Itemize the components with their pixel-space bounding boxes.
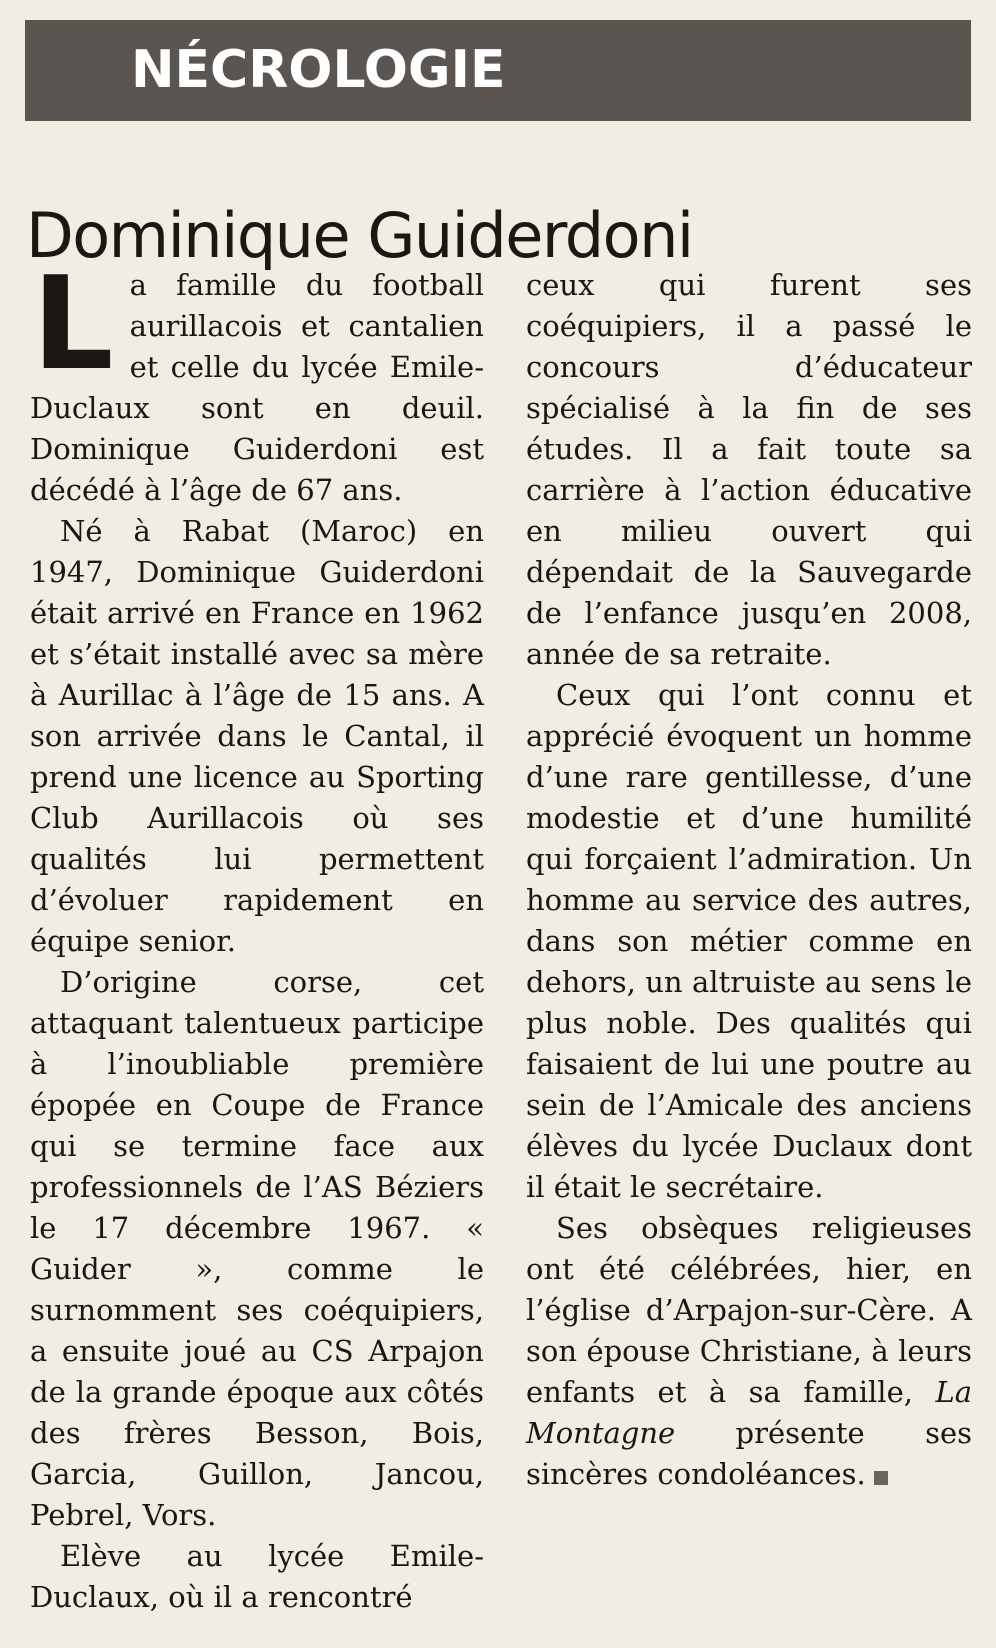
article-paragraph-6: Ceux qui l’ont connu et apprécié évoquent un homme d’une rare gentillesse, d’une modestie et d’une humilité qui forçaient l’admiration. Un homme au service des autres, dans son métier comme en dehors, un altruiste au sens le plus noble. Des qualités qui faisaient de lui une poutre au sein de l’Amicale des anciens élèves du lycée Duclaux dont il était le secrétaire.	[526, 678, 972, 1204]
article-paragraph-5: ceux qui furent ses coéquipiers, il a passé le concours d’éducateur spécialisé à la fin de ses études. Il a fait toute sa carrière à l’action éducative en milieu ouvert qui dépendait de la Sauvegarde de l’enfance jusqu’en 2008, année de sa retraite.	[526, 268, 972, 671]
article-paragraph-7	[526, 1208, 972, 1495]
article-paragraph-2: Né à Rabat (Maroc) en 1947, Dominique Guiderdoni était arrivé en France en 1962 et s’était installé avec sa mère à Aurillac à l’âge de 15 ans. A son arrivée dans le Cantal, il prend une licence au Sporting Club Aurillacois où ses qualités lui permettent d’évoluer rapidement en équipe senior.	[30, 514, 484, 958]
end-mark-icon	[874, 1471, 888, 1485]
article-paragraph-3: D’origine corse, cet attaquant talentueux participe à l’inoubliable première épopée en Coupe de France qui se termine face aux professionnels de l’AS Béziers le 17 décembre 1967. « Guider », comme le surnomment ses coéquipiers, a ensuite joué au CS Arpajon de la grande époque aux côtés des frères Besson, Bois, Garcia, Guillon, Jancou, Pebrel, Vors.	[30, 965, 484, 1532]
paragraph-text: a famille du football aurillacois et cantalien et celle du lycée Emile-Duclaux sont en deuil. Dominique Guiderdoni est décédé à l’âge de 67 ans.	[30, 268, 484, 507]
publication-name: La Montagne	[526, 1375, 972, 1450]
section-banner	[25, 20, 971, 121]
drop-cap: L	[32, 250, 114, 399]
article-title: Dominique Guiderdoni	[26, 198, 693, 272]
paragraph-text: présente ses sincères condoléances.	[526, 1416, 972, 1491]
article-column-right	[526, 265, 972, 1495]
article-paragraph-1	[30, 250, 484, 511]
article-paragraph-4: Elève au lycée Emile-Duclaux, où il a rencontré	[30, 1539, 484, 1614]
article-column-left	[30, 250, 484, 1618]
paragraph-text: Ses obsèques religieuses ont été célébrées, hier, en l’église d’Arpajon-sur-Cère. A son épouse Christiane, à leurs enfants et à sa famille,	[526, 1211, 972, 1409]
section-label: NÉCROLOGIE	[131, 40, 506, 100]
